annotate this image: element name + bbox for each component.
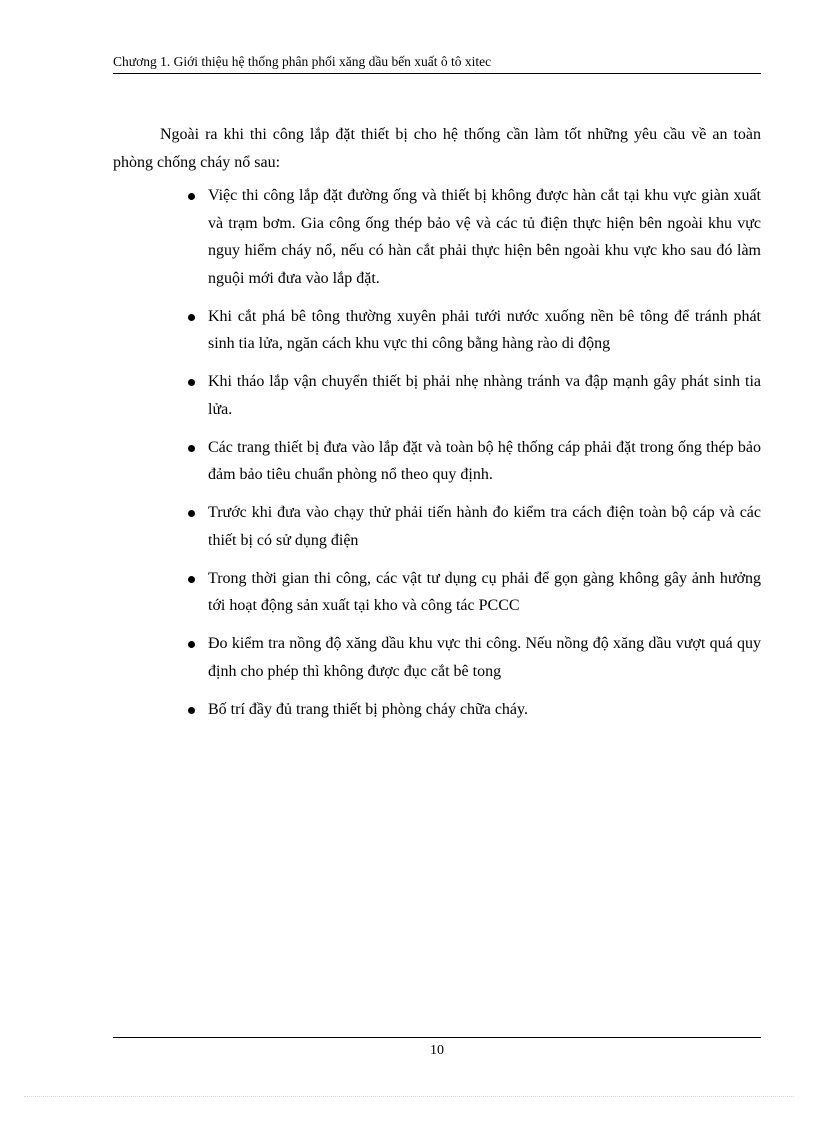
bullet-icon [188, 707, 195, 714]
list-item [113, 182, 761, 292]
page-number: 10 [430, 1043, 444, 1058]
header-divider [113, 73, 761, 74]
list-item-text: Đo kiểm tra nồng độ xăng dầu khu vực thi công. Nếu nồng độ xăng dầu vượt quá quy định cho phép thì không được đục cắt bê tong [208, 635, 761, 680]
list-item-text: Các trang thiết bị đưa vào lắp đặt và toàn bộ hệ thống cáp phải đặt trong ống thép bảo đảm bảo tiêu chuẩn phòng nổ theo quy định. [208, 438, 761, 483]
list-item [113, 499, 761, 554]
list-item-text: Việc thi công lắp đặt đường ống và thiết bị không được hàn cắt tại khu vực giàn xuất và trạm bơm. Gia công ống thép bảo vệ và các tủ điện thực hiện bên ngoài khu vực nguy hiểm cháy nổ, nếu có hàn cắt phải thực hiện bên ngoài khu vực kho sau đó làm nguội mới đưa vào lắp đặt. [208, 187, 761, 287]
running-header: Chương 1. Giới thiệu hệ thống phân phối xăng dầu bến xuất ô tô xitec [113, 54, 492, 69]
intro-paragraph: Ngoài ra khi thi công lắp đặt thiết bị cho hệ thống cần làm tốt những yêu cầu về an toàn phòng chống cháy nổ sau: [113, 126, 761, 171]
list-item-text: Bố trí đầy đủ trang thiết bị phòng cháy chữa cháy. [208, 700, 528, 718]
list-item [113, 630, 761, 685]
list-item-text: Trong thời gian thi công, các vật tư dụng cụ phải để gọn gàng không gây ảnh hưởng tới hoạt động sản xuất tại kho và công tác PCCC [208, 569, 761, 614]
safety-requirements-list [113, 182, 761, 734]
bullet-icon [188, 379, 195, 386]
list-item-text: Khi tháo lắp vận chuyển thiết bị phải nhẹ nhàng tránh va đập mạnh gây phát sinh tia lửa. [208, 373, 761, 418]
list-item-text: Khi cắt phá bê tông thường xuyên phải tưới nước xuống nền bê tông để tránh phát sinh tia lửa, ngăn cách khu vực thi công bằng hàng rào di động [208, 307, 761, 352]
bullet-icon [188, 445, 195, 452]
list-item [113, 368, 761, 423]
list-item-text: Trước khi đưa vào chạy thử phải tiến hành đo kiểm tra cách điện toàn bộ cáp và các thiết bị có sử dụng điện [208, 504, 761, 549]
bullet-icon [188, 314, 195, 321]
bullet-icon [188, 641, 195, 648]
list-item [113, 565, 761, 620]
bullet-icon [188, 576, 195, 583]
footer-divider [113, 1037, 761, 1038]
page-edge-divider [24, 1096, 794, 1097]
list-item [113, 696, 761, 724]
list-item [113, 303, 761, 358]
bullet-icon [188, 510, 195, 517]
bullet-icon [188, 193, 195, 200]
list-item [113, 434, 761, 489]
